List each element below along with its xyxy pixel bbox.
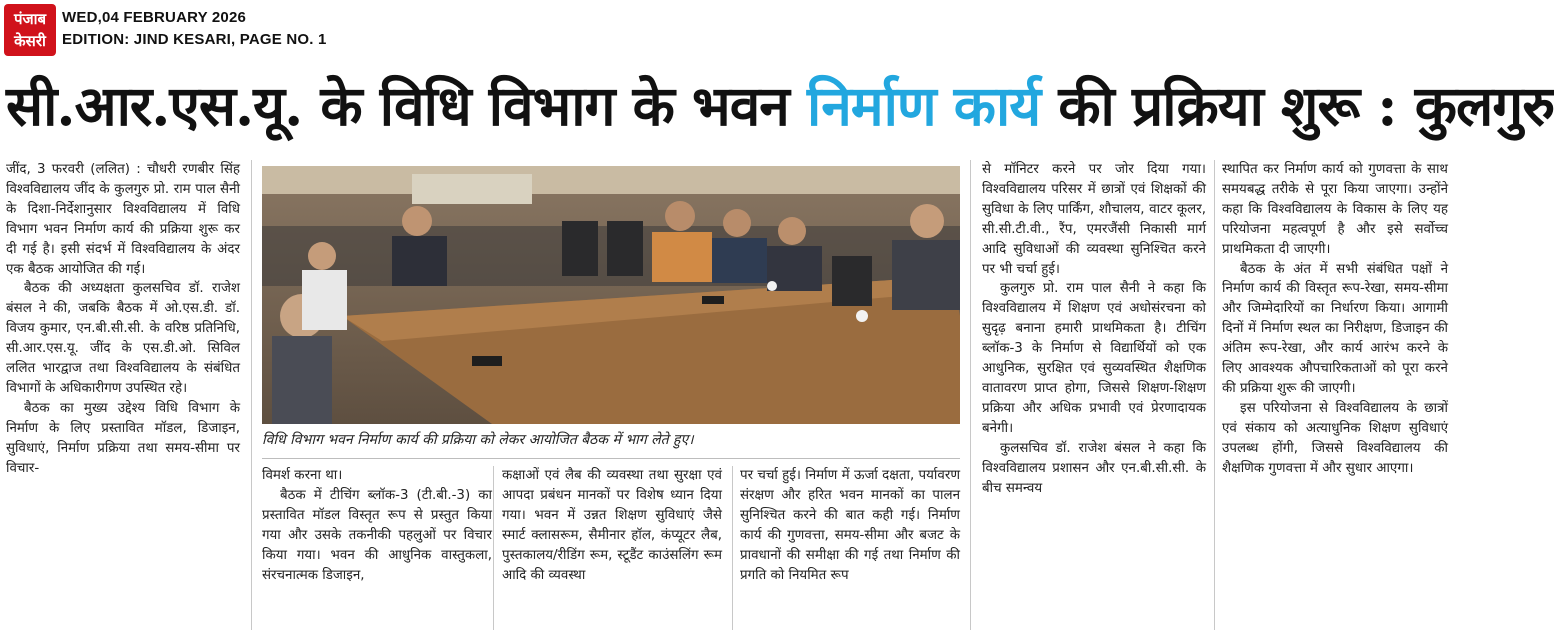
punjab-kesari-logo (4, 4, 56, 56)
edition-meta (62, 7, 327, 51)
column-divider (251, 160, 252, 630)
logo-line2: केसरी (14, 32, 46, 50)
article-column-6 (1222, 160, 1448, 630)
paragraph: जींद, 3 फरवरी (ललित) : चौधरी रणबीर सिंह विश्वविद्यालय जींद के कुलगुरु प्रो. राम पाल सैनी के दिशा-निर्देशानुसार विश्वविद्यालय में विधि विभाग भवन निर्माण कार्य की प्रक्रिया शुरू कर दी गई है। इसी संदर्भ में विश्वविद्यालय के अंदर एक बैठक आयोजित की गई। (6, 162, 240, 277)
edition-info: EDITION: JIND KESARI, PAGE NO. 1 (62, 31, 327, 48)
headline-part2: की प्रक्रिया शुरू : कुलगुरु (1040, 73, 1554, 138)
publication-date: WED,04 FEBRUARY 2026 (62, 9, 247, 26)
meeting-photo-illustration (262, 166, 960, 424)
photo-caption: विधि विभाग भवन निर्माण कार्य की प्रक्रिया को लेकर आयोजित बैठक में भाग लेते हुए। (262, 432, 694, 448)
article-column-4 (740, 466, 960, 630)
article-column-3 (502, 466, 722, 630)
headline-highlight: निर्माण कार्य (806, 73, 1041, 138)
column-divider (493, 466, 494, 630)
paragraph: स्थापित कर निर्माण कार्य को गुणवत्ता के साथ समयबद्ध तरीके से पूरा किया जाएगा। उन्होंने कहा कि विश्वविद्यालय के विकास के लिए यह परियोजना महत्वपूर्ण है और इसे सर्वोच्च प्राथमिकता दी जाएगी। (1222, 162, 1448, 257)
paragraph: पर चर्चा हुई। निर्माण में ऊर्जा दक्षता, पर्यावरण संरक्षण और हरित भवन मानकों का पालन सुनिश्चित करने की बात कही गई। निर्माण कार्य की गुणवत्ता, समय-सीमा और बजट के प्रावधानों की समीक्षा की गई तथा निर्माण की प्रगति को नियमित रूप (740, 468, 960, 583)
meeting-photo (262, 166, 960, 424)
article-column-1 (6, 160, 240, 630)
paragraph: बैठक के अंत में सभी संबंधित पक्षों ने निर्माण कार्य की विस्तृत रूप-रेखा, समय-सीमा और जिम्मेदारियों का निर्धारण किया। आगामी दिनों में निर्माण स्थल का निरीक्षण, डिजाइन की अंतिम रूप-रेखा, और कार्य आरंभ करने के लिए आवश्यक औपचारिकताओं को पूरा करने की प्रक्रिया शुरू की जाएगी। (1222, 261, 1448, 396)
paragraph: बैठक में टीचिंग ब्लॉक-3 (टी.बी.-3) का प्रस्तावित मॉडल विस्तृत रूप से प्रस्तुत किया गया और उसके तकनीकी पहलुओं पर विचार किया गया। भवन की आधुनिक वास्तुकला, संरचनात्मक डिजाइन, (262, 487, 492, 583)
article-column-5 (982, 160, 1206, 630)
paragraph: कुलगुरु प्रो. राम पाल सैनी ने कहा कि विश्वविद्यालय में शिक्षण एवं अधोसंरचना को सुदृढ़ बनाना हमारी प्राथमिकता है। टीचिंग ब्लॉक-3 के निर्माण से विद्यार्थियों को एक आधुनिक, सुरक्षित एवं सुव्यवस्थित शैक्षणिक वातावरण प्राप्त होगा, जिससे शिक्षण-शिक्षण प्रक्रिया और अधिक प्रभावी एवं प्रेरणादायक बनेगी। (982, 281, 1206, 436)
column-divider (970, 160, 971, 630)
article-column-2 (262, 466, 492, 630)
paragraph: कुलसचिव डॉ. राजेश बंसल ने कहा कि विश्वविद्यालय प्रशासन और एन.बी.सी.सी. के बीच समन्वय (982, 440, 1206, 496)
paragraph: बैठक की अध्यक्षता कुलसचिव डॉ. राजेश बंसल ने की, जबकि बैठक में ओ.एस.डी. डॉ. विजय कुमार, एन.बी.सी.सी. के वरिष्ठ प्रतिनिधि, सी.आर.एस.यू. जींद के एस.डी.ओ. सिविल ललित भारद्वाज तथा विश्वविद्यालय के संबंधित विभागों के अधिकारीगण उपस्थित रहे। (6, 281, 240, 396)
paragraph: इस परियोजना से विश्वविद्यालय के छात्रों एवं संकाय को अत्याधुनिक शिक्षण सुविधाएं उपलब्ध होंगी, जिससे विश्वविद्यालय की शैक्षणिक गुणवत्ता में और सुधार आएगा। (1222, 400, 1448, 476)
caption-divider (262, 458, 960, 459)
paragraph: विमर्श करना था। (262, 468, 343, 483)
paragraph: से मॉनिटर करने पर जोर दिया गया। विश्वविद्यालय परिसर में छात्रों एवं शिक्षकों की सुविधा के लिए पार्किंग, शौचालय, वाटर कूलर, सी.सी.टी.वी., रैंप, एमरजैंसी निकासी मार्ग आदि सुविधाओं की व्यवस्था सुनिश्चित करने पर भी चर्चा हुई। (982, 162, 1206, 277)
headline-part1: सी.आर.एस.यू. के विधि विभाग के भवन (6, 73, 807, 138)
headline (6, 60, 1554, 152)
logo-line1: पंजाब (13, 10, 47, 28)
paragraph: बैठक का मुख्य उद्देश्य विधि विभाग के निर्माण के लिए प्रस्तावित मॉडल, डिजाइन, सुविधाएं, निर्माण प्रक्रिया तथा समय-सीमा पर विचार- (6, 400, 240, 476)
paragraph: कक्षाओं एवं लैब की व्यवस्था तथा सुरक्षा एवं आपदा प्रबंधन मानकों पर विशेष ध्यान दिया गया। भवन में उन्नत शिक्षण सुविधाएं जैसे स्मार्ट क्लासरूम, सैमीनार हॉल, कंप्यूटर लैब, पुस्तकालय/रीडिंग रूम, स्टूडैंट काउंसलिंग रूम आदि की व्यवस्था (502, 468, 722, 583)
column-divider (1214, 160, 1215, 630)
column-divider (732, 466, 733, 630)
